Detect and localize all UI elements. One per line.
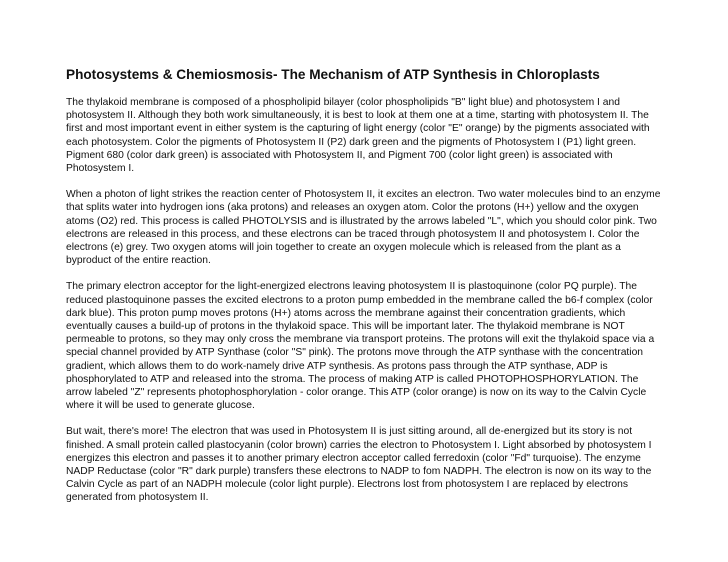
- paragraph-photophosphorylation: The primary electron acceptor for the light-energized electrons leaving photosystem II is plastoquinone (color PQ purple). The reduced plastoquinone passes the excited electrons to a proton pump embedded in the membrane called the b6-f complex (color dark blue). This proton pump moves protons (H+) atoms across the membrane against their concentration gradients, which eventually causes a build-up of protons in the thylakoid space. This will be important later. The thylakoid membrane is NOT permeable to protons, so they may only cross the membrane via transport proteins. The protons will exit the thylakoid space via a special channel provided by ATP Synthase (color "S" pink). The protons move through the ATP synthase with the concentration gradient, which allows them to do work-namely drive ATP synthesis. As protons pass through the ATP synthase, ADP is phosphorylated to ATP and released into the stroma. The process of making ATP is called PHOTOPHOSPHORYLATION. The arrow labeled "Z" represents photophosphorylation - color orange. This ATP (color orange) is now on its way to the Calvin Cycle where it will be used to generate glucose.: [66, 281, 655, 412]
- paragraph-thylakoid-membrane: The thylakoid membrane is composed of a phospholipid bilayer (color phospholipids "B" light blue) and photosystem I and photosystem II. Although they both work simultaneously, it is best to look at them one at a time, starting with photosystem II. The first and most important event in either system is the capturing of light energy (color "E" orange) by the pigments associated with each photosystem. Color the pigments of Photosystem II (P2) dark green and the pigments of Photosystem I (P1) light green. Pigment 680 (color dark green) is associated with Photosystem II, and Pigment 700 (color light green) is associated with Photosystem I.: [66, 97, 650, 175]
- paragraph-photolysis: When a photon of light strikes the reaction center of Photosystem II, it excites an electron. Two water molecules bind to an enzyme that splits water into hydrogen ions (aka protons) and releases an oxygen atom. Color the protons (H+) yellow and the oxygen atoms (O2) red. This process is called PHOTOLYSIS and is illustrated by the arrows labeled "L", which you should color pink. Two electrons are released in this process, and these electrons can be traced through photosystem II and photosystem I. Color the electrons (e) grey. Two oxygen atoms will join together to create an oxygen molecule which is released from the plant as a byproduct of the entire reaction.: [66, 189, 661, 267]
- document-title: Photosystems & Chemiosmosis- The Mechanism of ATP Synthesis in Chloroplasts: [66, 67, 600, 82]
- document-page: [66, 66, 666, 518]
- paragraph-photosystem-one: But wait, there's more! The electron that was used in Photosystem II is just sitting around, all de-energized but its story is not finished. A small protein called plastocyanin (color brown) carries the electron to Photosystem I. Light absorbed by photosystem I energizes this electron and passes it to another primary electron acceptor called ferredoxin (color "Fd" turquoise). The enzyme NADP Reductase (color "R" dark purple) transfers these electrons to NADP to fom NADPH. The electron is now on its way to the Calvin Cycle as part of an NADPH molecule (color light purple). Electrons lost from photosystem I are replaced by electrons generated from photosystem II.: [66, 426, 652, 504]
